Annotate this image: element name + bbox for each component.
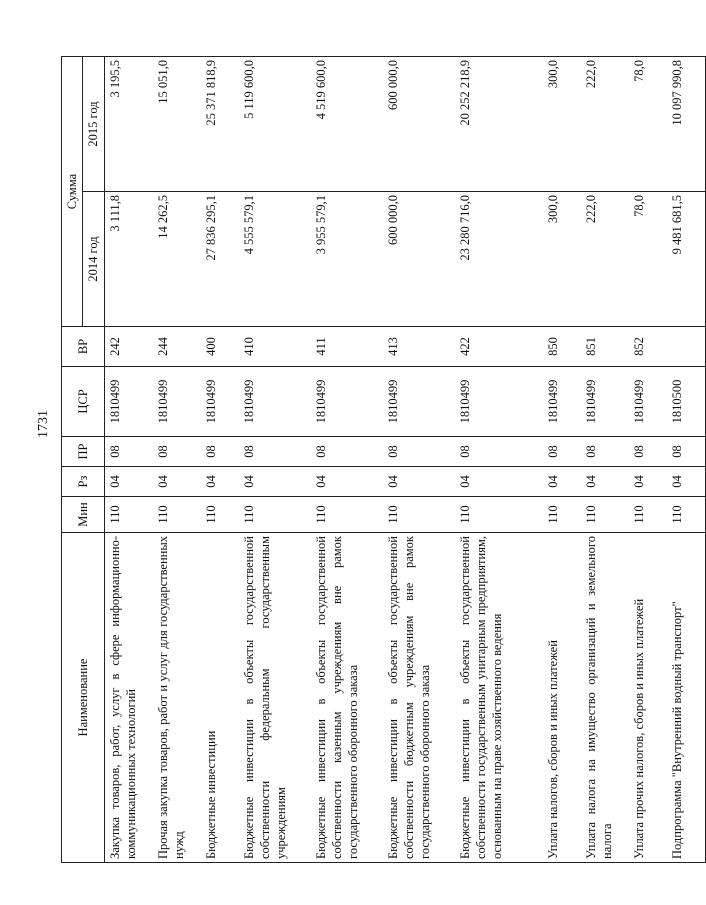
row-2015: 3 195,5 — [104, 57, 153, 192]
row-min: 110 — [667, 497, 706, 533]
row-csr: 1810499 — [455, 367, 543, 437]
row-min: 110 — [153, 497, 201, 533]
row-csr: 1810499 — [581, 367, 629, 437]
header-pr: ПР — [62, 437, 105, 467]
header-sum: Сумма — [62, 57, 83, 327]
table-row — [104, 57, 153, 863]
row-name: Прочая закупка товаров, работ и услуг для государственных нужд — [153, 533, 201, 863]
row-vr: 851 — [581, 327, 629, 367]
header-2015: 2015 год — [83, 57, 104, 192]
row-vr: 410 — [239, 327, 311, 367]
row-csr: 1810499 — [629, 367, 667, 437]
row-2015: 10 097 990,8 — [667, 57, 706, 192]
row-min: 110 — [629, 497, 667, 533]
row-vr: 411 — [311, 327, 383, 367]
row-rz: 04 — [383, 467, 455, 497]
row-2015: 5 119 600,0 — [239, 57, 311, 192]
row-2014: 3 111,8 — [104, 192, 153, 327]
row-2014: 14 262,5 — [153, 192, 201, 327]
row-name: Бюджетные инвестиции в объекты государственной собственности государственным унитарным предприятиям, основанным на праве хозяйственного ведения — [455, 533, 543, 863]
row-pr: 08 — [104, 437, 153, 467]
row-min: 110 — [581, 497, 629, 533]
row-2015: 15 051,0 — [153, 57, 201, 192]
table-row — [153, 57, 201, 863]
row-min: 110 — [543, 497, 581, 533]
table-header — [62, 57, 105, 863]
table-row — [581, 57, 629, 863]
table-row — [201, 57, 239, 863]
row-name: Уплата налога на имущество организаций и земельного налога — [581, 533, 629, 863]
row-min: 110 — [239, 497, 311, 533]
row-csr: 1810499 — [383, 367, 455, 437]
row-pr: 08 — [581, 437, 629, 467]
row-2014: 78,0 — [629, 192, 667, 327]
row-pr: 08 — [629, 437, 667, 467]
page-number: 1731 — [36, 410, 51, 438]
row-name: Бюджетные инвестиции — [201, 533, 239, 863]
row-rz: 04 — [455, 467, 543, 497]
table-row — [311, 57, 383, 863]
row-pr: 08 — [455, 437, 543, 467]
row-name: Бюджетные инвестиции в объекты государственной собственности федеральным государственным учреждениям — [239, 533, 311, 863]
table-row — [455, 57, 543, 863]
row-2014: 3 955 579,1 — [311, 192, 383, 327]
row-min: 110 — [455, 497, 543, 533]
row-name: Уплата налогов, сборов и иных платежей — [543, 533, 581, 863]
row-csr: 1810500 — [667, 367, 706, 437]
row-2014: 300,0 — [543, 192, 581, 327]
table-row — [543, 57, 581, 863]
row-name: Закупка товаров, работ, услуг в сфере информационно-коммуникационных технологий — [104, 533, 153, 863]
row-pr: 08 — [667, 437, 706, 467]
header-csr: ЦСР — [62, 367, 105, 437]
row-2015: 78,0 — [629, 57, 667, 192]
row-vr: 422 — [455, 327, 543, 367]
header-vr: ВР — [62, 327, 105, 367]
row-csr: 1810499 — [543, 367, 581, 437]
row-2015: 600 000,0 — [383, 57, 455, 192]
header-name: Наименование — [62, 533, 105, 863]
row-2014: 27 836 295,1 — [201, 192, 239, 327]
row-2014: 222,0 — [581, 192, 629, 327]
row-min: 110 — [311, 497, 383, 533]
row-2014: 4 555 579,1 — [239, 192, 311, 327]
row-2015: 4 519 600,0 — [311, 57, 383, 192]
row-pr: 08 — [311, 437, 383, 467]
row-vr: 242 — [104, 327, 153, 367]
row-vr: 413 — [383, 327, 455, 367]
row-name: Бюджетные инвестиции в объекты государственной собственности казенным учреждениям вне рамок государственного оборонного заказа — [311, 533, 383, 863]
header-rz: Рз — [62, 467, 105, 497]
row-pr: 08 — [239, 437, 311, 467]
row-name: Подпрограмма "Внутренний водный транспорт" — [667, 533, 706, 863]
row-2015: 25 371 818,9 — [201, 57, 239, 192]
row-2015: 222,0 — [581, 57, 629, 192]
row-rz: 04 — [153, 467, 201, 497]
rotated-table-container — [61, 57, 684, 863]
row-pr: 08 — [383, 437, 455, 467]
row-min: 110 — [104, 497, 153, 533]
row-2015: 300,0 — [543, 57, 581, 192]
row-csr: 1810499 — [239, 367, 311, 437]
row-rz: 04 — [629, 467, 667, 497]
row-pr: 08 — [201, 437, 239, 467]
row-vr: 400 — [201, 327, 239, 367]
row-name: Уплата прочих налогов, сборов и иных платежей — [629, 533, 667, 863]
row-min: 110 — [201, 497, 239, 533]
row-rz: 04 — [239, 467, 311, 497]
row-vr — [667, 327, 706, 367]
budget-table — [61, 56, 706, 863]
row-pr: 08 — [543, 437, 581, 467]
table-body — [104, 57, 705, 863]
row-min: 110 — [383, 497, 455, 533]
row-2014: 23 280 716,0 — [455, 192, 543, 327]
table-row — [383, 57, 455, 863]
table-row — [629, 57, 667, 863]
header-2014: 2014 год — [83, 192, 104, 327]
row-csr: 1810499 — [311, 367, 383, 437]
row-rz: 04 — [311, 467, 383, 497]
table-row — [239, 57, 311, 863]
row-csr: 1810499 — [201, 367, 239, 437]
row-rz: 04 — [543, 467, 581, 497]
row-rz: 04 — [104, 467, 153, 497]
row-csr: 1810499 — [153, 367, 201, 437]
row-vr: 852 — [629, 327, 667, 367]
row-csr: 1810499 — [104, 367, 153, 437]
table-row — [667, 57, 706, 863]
row-pr: 08 — [153, 437, 201, 467]
row-name: Бюджетные инвестиции в объекты государственной собственности бюджетным учреждениям вне рамок государственного оборонного заказа — [383, 533, 455, 863]
row-2015: 20 252 218,9 — [455, 57, 543, 192]
row-vr: 850 — [543, 327, 581, 367]
row-2014: 600 000,0 — [383, 192, 455, 327]
row-vr: 244 — [153, 327, 201, 367]
row-2014: 9 481 681,5 — [667, 192, 706, 327]
row-rz: 04 — [581, 467, 629, 497]
header-min: Мин — [62, 497, 105, 533]
row-rz: 04 — [667, 467, 706, 497]
row-rz: 04 — [201, 467, 239, 497]
